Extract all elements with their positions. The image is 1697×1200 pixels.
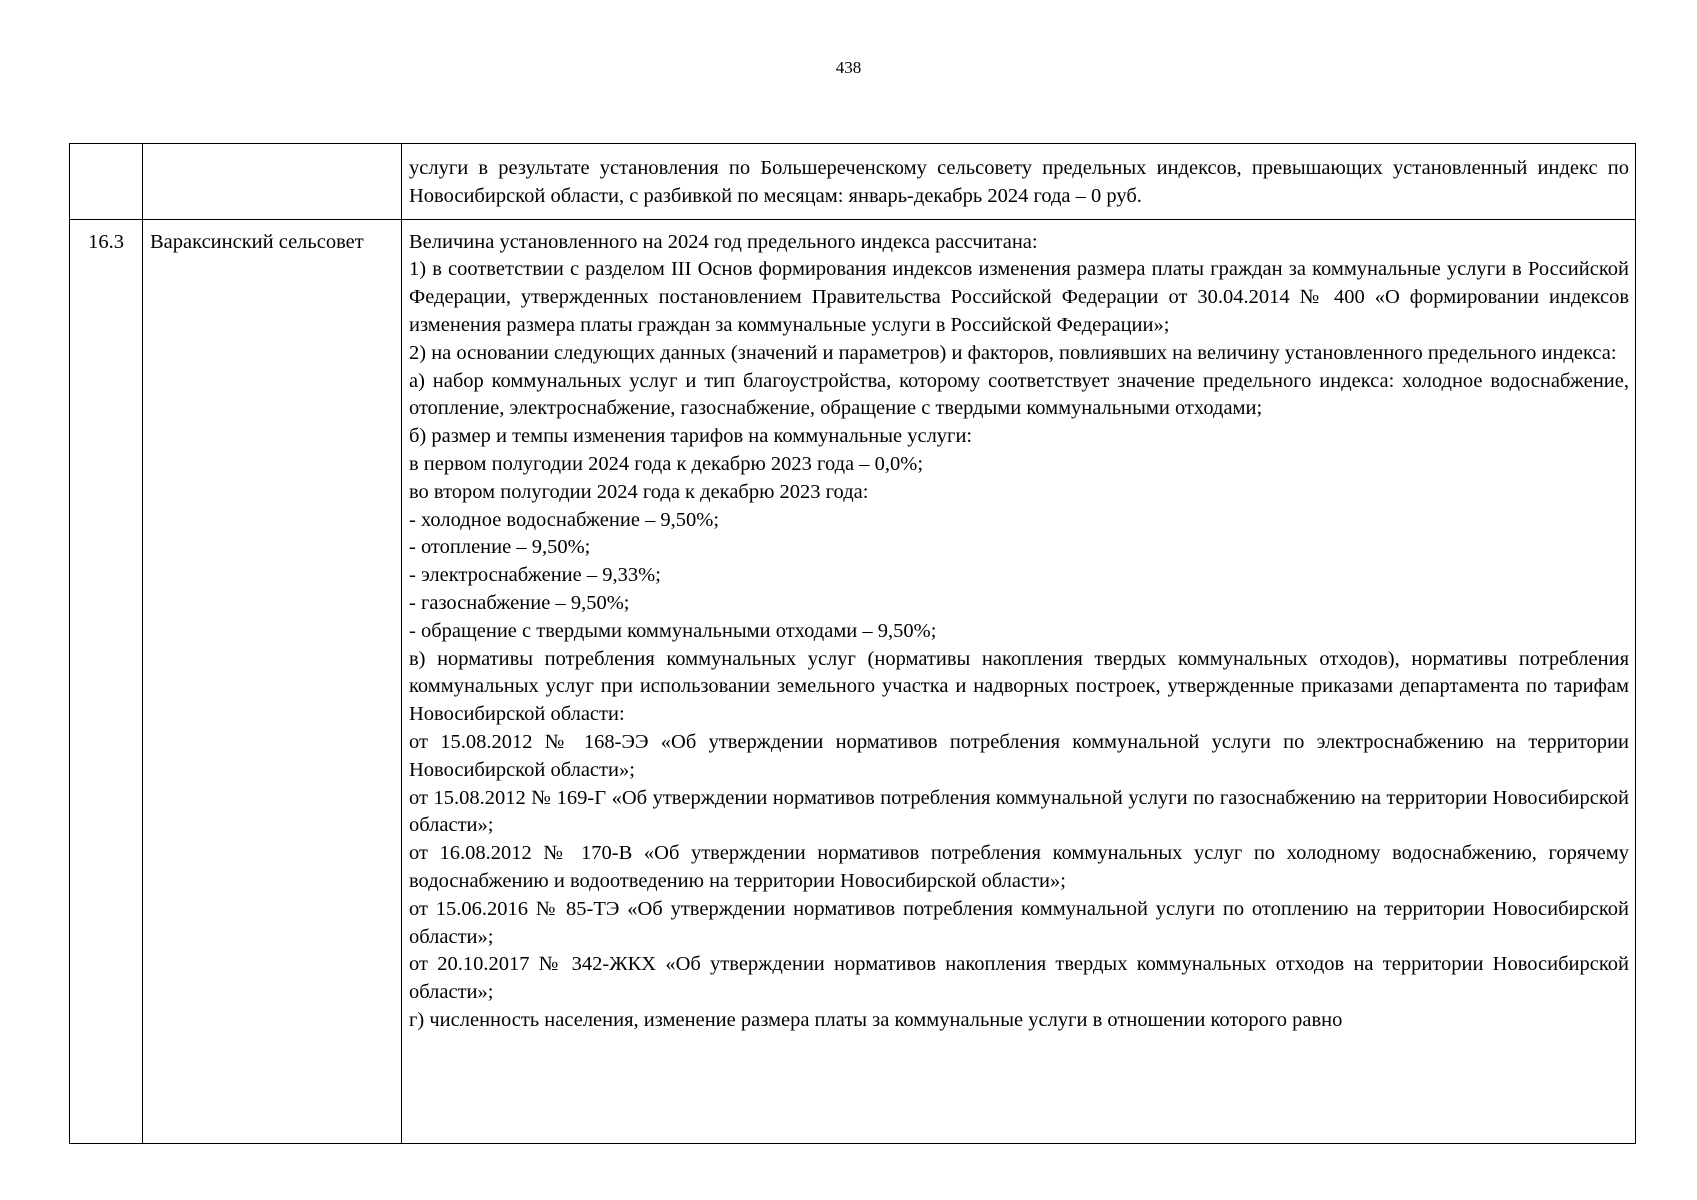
paragraph: а) набор коммунальных услуг и тип благоустройства, которому соответствует значение предельного индекса: холодное водоснабжение, отопление, электроснабжение, газоснабжение, обращение с твердыми коммунальными отходами; bbox=[409, 369, 1629, 420]
paragraph: б) размер и темпы изменения тарифов на коммунальные услуги: bbox=[409, 425, 973, 448]
paragraph: от 15.06.2016 № 85-ТЭ «Об утверждении нормативов потребления коммунальной услуги по отоплению на территории Новосибирской области»; bbox=[409, 897, 1629, 948]
list-item: - обращение с твердыми коммунальными отходами – 9,50%; bbox=[409, 619, 937, 642]
paragraph: от 15.08.2012 № 168-ЭЭ «Об утверждении нормативов потребления коммунальной услуги по электроснабжению на территории Новосибирской области»; bbox=[409, 730, 1629, 781]
description-cell bbox=[402, 219, 1636, 1143]
list-item: - отопление – 9,50%; bbox=[409, 536, 591, 559]
paragraph: во втором полугодии 2024 года к декабрю 2023 года: bbox=[409, 480, 869, 503]
list-item: - газоснабжение – 9,50%; bbox=[409, 591, 630, 614]
paragraph: в) нормативы потребления коммунальных услуг (нормативы накопления твердых коммунальных отходов), нормативы потребления коммунальных услуг при использовании земельного участка и надворных построек, утвержденные приказами департамента по тарифам Новосибирской области: bbox=[409, 647, 1629, 726]
table-row bbox=[70, 144, 1636, 220]
paragraph: от 15.08.2012 № 169-Г «Об утверждении нормативов потребления коммунальной услуги по газоснабжению на территории Новосибирской области»; bbox=[409, 786, 1629, 837]
page-number: 438 bbox=[835, 58, 862, 77]
paragraph: от 20.10.2017 № 342-ЖКХ «Об утверждении нормативов накопления твердых коммунальных отходов на территории Новосибирской области»; bbox=[409, 953, 1629, 1004]
list-item: - электроснабжение – 9,33%; bbox=[409, 564, 661, 587]
document-table bbox=[69, 143, 1636, 1144]
row-number-cell: 16.3 bbox=[70, 219, 143, 1143]
paragraph: 2) на основании следующих данных (значений и параметров) и факторов, повлиявших на величину установленного предельного индекса: bbox=[409, 341, 1617, 364]
list-item: - холодное водоснабжение – 9,50%; bbox=[409, 508, 720, 531]
paragraph: от 16.08.2012 № 170-В «Об утверждении нормативов потребления коммунальных услуг по холодному водоснабжению, горячему водоснабжению и водоотведению на территории Новосибирской области»; bbox=[409, 842, 1629, 892]
description-cell bbox=[402, 144, 1636, 220]
settlement-name-cell bbox=[143, 144, 402, 220]
paragraph: 1) в соответствии с разделом III Основ формирования индексов изменения размера платы граждан за коммунальные услуги в Российской Федерации, утвержденных постановлением Правительства Российской Федерации от 30.04.2014 № 400 «О формировании индексов изменения размера платы граждан за коммунальные услуги в Российской Федерации»; bbox=[409, 258, 1629, 336]
table-row bbox=[70, 219, 1636, 1143]
paragraph: в первом полугодии 2024 года к декабрю 2023 года – 0,0%; bbox=[409, 452, 924, 475]
settlement-name-cell: Вараксинский сельсовет bbox=[143, 219, 402, 1143]
paragraph: г) численность населения, изменение размера платы за коммунальные услуги в отношении которого равно bbox=[409, 1008, 1343, 1031]
row-number-cell bbox=[70, 144, 143, 220]
paragraph: Величина установленного на 2024 год предельного индекса рассчитана: bbox=[409, 230, 1038, 253]
paragraph: услуги в результате установления по Большереченскому сельсовету предельных индексов, превышающих установленный индекс по Новосибирской области, с разбивкой по месяцам: январь-декабрь 2024 года – 0 руб. bbox=[409, 157, 1629, 207]
